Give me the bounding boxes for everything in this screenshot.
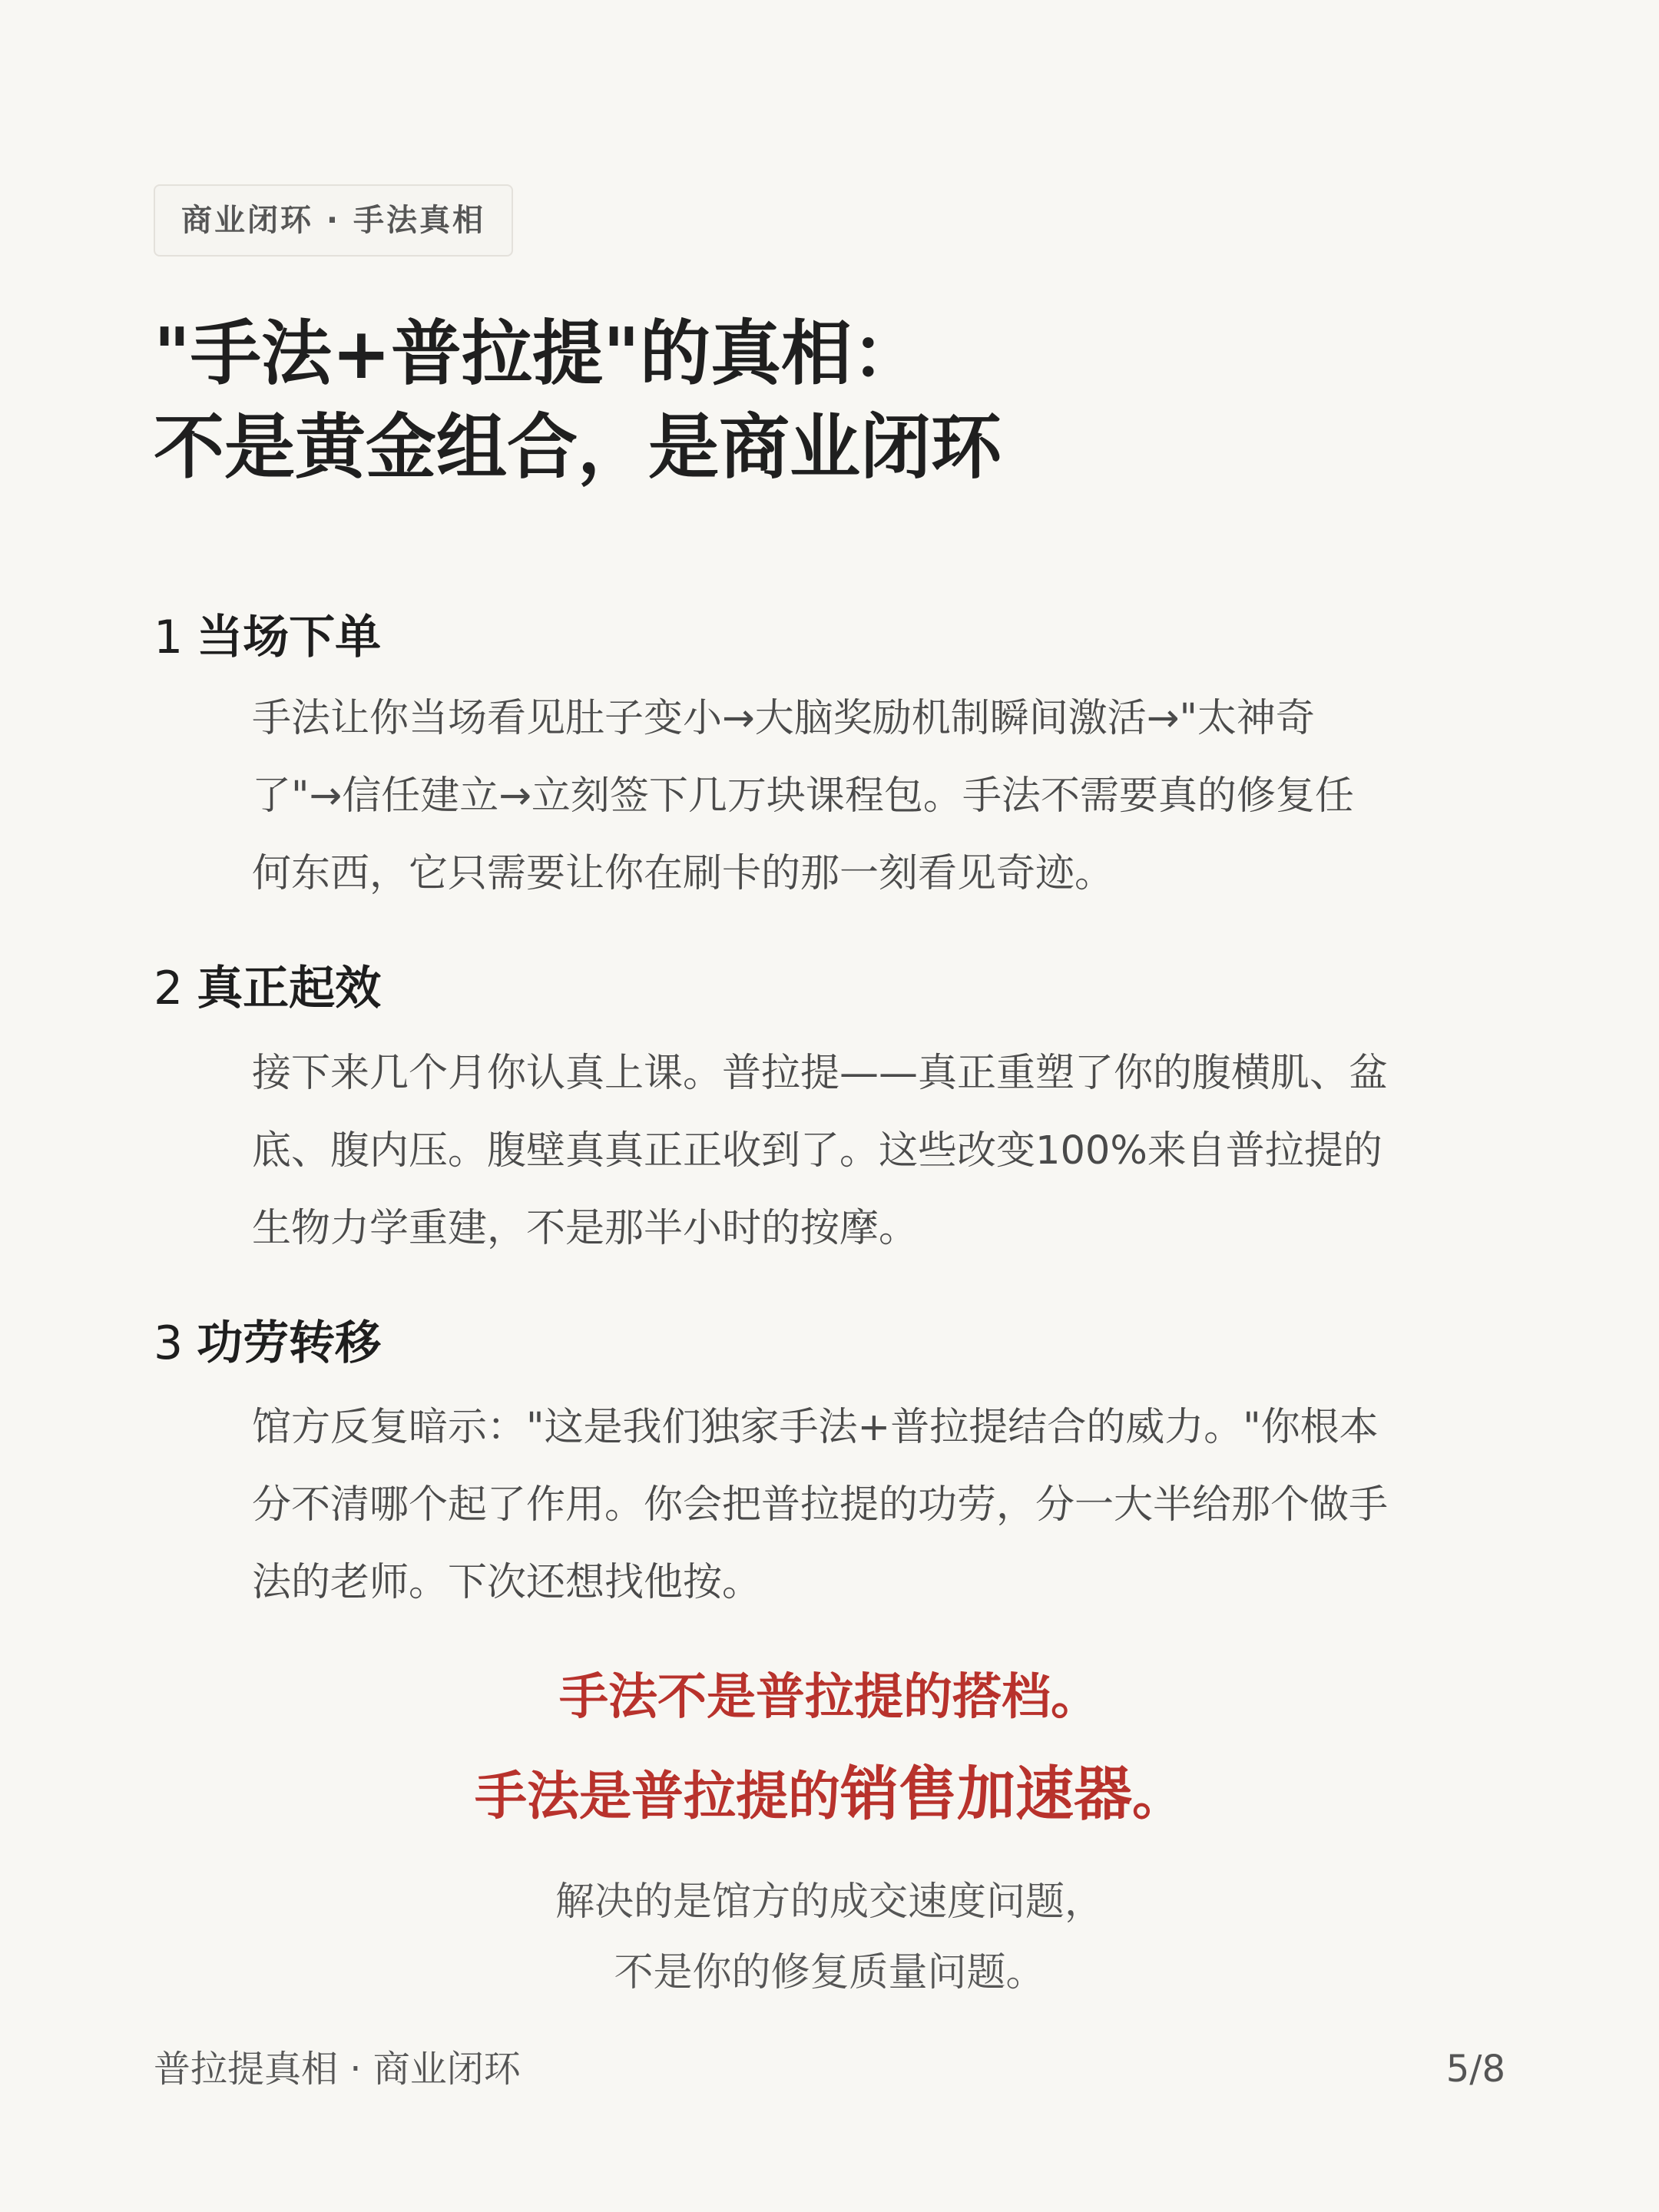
footer-series-title: 普拉提真相 · 商业闭环 bbox=[154, 2048, 521, 2091]
page-title bbox=[154, 307, 1536, 495]
page-number: 5/8 bbox=[1445, 2048, 1505, 2091]
section-heading-1 bbox=[154, 607, 381, 668]
body-line: 何东西，它只需要让你在刷卡的那一刻看见奇迹。 bbox=[252, 851, 1114, 896]
emphasis-highlight: 销售加速器 bbox=[840, 1760, 1132, 1828]
note-line-2: 不是你的修复质量问题。 bbox=[614, 1950, 1045, 1995]
emphasis-suffix: 。 bbox=[1132, 1767, 1185, 1827]
section-heading-2 bbox=[154, 958, 381, 1019]
section-body-2 bbox=[252, 1035, 1527, 1267]
body-line: 生物力学重建，不是那半小时的按摩。 bbox=[252, 1206, 919, 1251]
section-number: 1 bbox=[154, 611, 184, 664]
body-line: 接下来几个月你认真上课。普拉提——真正重塑了你的腹横肌、盆 bbox=[252, 1051, 1389, 1096]
body-line: 馆方反复暗示："这是我们独家手法+普拉提结合的威力。"你根本 bbox=[252, 1405, 1379, 1450]
note-line-1: 解决的是馆方的成交速度问题， bbox=[555, 1879, 1104, 1925]
title-line-1: "手法+普拉提"的真相： bbox=[154, 313, 922, 395]
title-line-2: 不是黄金组合，是商业闭环 bbox=[154, 406, 1002, 488]
emphasis-prefix: 手法是普拉提的 bbox=[474, 1767, 840, 1827]
section-number: 3 bbox=[154, 1316, 184, 1370]
body-line: 分不清哪个起了作用。你会把普拉提的功劳，分一大半给那个做手 bbox=[252, 1482, 1389, 1528]
body-line: 了"→信任建立→立刻签下几万块课程包。手法不需要真的修复任 bbox=[252, 773, 1354, 819]
section-body-3 bbox=[252, 1389, 1527, 1621]
category-tag: 商业闭环 · 手法真相 bbox=[154, 184, 513, 257]
body-line: 法的老师。下次还想找他按。 bbox=[252, 1560, 762, 1605]
body-line: 底、腹内压。腹壁真真正正收到了。这些改变100%来自普拉提的 bbox=[252, 1128, 1382, 1174]
section-heading-3 bbox=[154, 1313, 381, 1374]
section-label: 当场下单 bbox=[197, 611, 382, 664]
section-number: 2 bbox=[154, 962, 184, 1015]
section-body-1 bbox=[252, 680, 1527, 912]
body-line: 手法让你当场看见肚子变小→大脑奖励机制瞬间激活→"太神奇 bbox=[252, 696, 1315, 741]
emphasis-line-2 bbox=[0, 1757, 1659, 1834]
section-label: 功劳转移 bbox=[197, 1316, 382, 1370]
section-label: 真正起效 bbox=[197, 962, 382, 1015]
emphasis-line-1: 手法不是普拉提的搭档。 bbox=[559, 1669, 1100, 1726]
